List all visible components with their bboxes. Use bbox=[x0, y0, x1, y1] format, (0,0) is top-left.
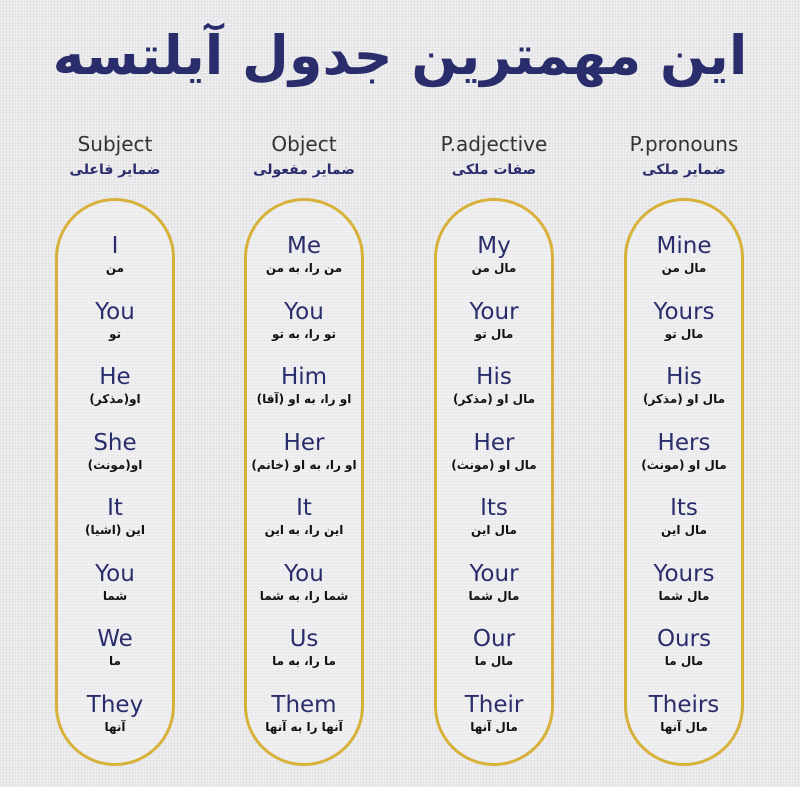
pronoun-entry bbox=[404, 560, 584, 604]
pronoun-english: Us bbox=[289, 626, 319, 652]
pronoun-entry bbox=[25, 494, 205, 538]
pronoun-persian: مال این bbox=[661, 523, 707, 537]
pronoun-persian: مال ما bbox=[474, 654, 514, 668]
pronoun-persian: او را، به او (آقا) bbox=[256, 392, 352, 406]
pronoun-entry bbox=[25, 560, 205, 604]
column-header-fa: صفات ملکی bbox=[451, 162, 537, 178]
pronoun-persian: تو را، به تو bbox=[272, 326, 336, 341]
pronoun-english: His bbox=[666, 364, 702, 390]
pronoun-persian: او(مذکر) bbox=[89, 392, 141, 406]
column-header-fa: ضمایر فاعلی bbox=[69, 162, 161, 178]
pronoun-persian: این را، به این bbox=[264, 523, 344, 537]
pronoun-persian: من را، به من bbox=[265, 261, 343, 275]
pronoun-persian: تو bbox=[108, 326, 122, 341]
pronoun-entry bbox=[214, 691, 394, 735]
padjective-column-frame bbox=[434, 198, 554, 766]
pronoun-entry bbox=[594, 232, 774, 276]
pronoun-persian: مال او (مونث) bbox=[451, 457, 537, 472]
pronoun-persian: مال او (مذکر) bbox=[642, 392, 726, 406]
pronoun-persian: ما را، به ما bbox=[272, 654, 336, 668]
pronoun-english: Ours bbox=[656, 626, 712, 652]
pronoun-english: His bbox=[476, 364, 512, 390]
pronoun-persian: ما bbox=[109, 654, 121, 668]
pronoun-entry bbox=[25, 232, 205, 276]
pronoun-entry bbox=[594, 298, 774, 342]
pronoun-english: Its bbox=[480, 495, 508, 521]
column-header-en: P.pronouns bbox=[629, 132, 739, 156]
pronoun-entry bbox=[214, 560, 394, 604]
pronoun-english: She bbox=[93, 429, 137, 456]
column-header-ppronouns bbox=[594, 130, 774, 182]
pronoun-english: Hers bbox=[657, 429, 711, 456]
pronoun-english: Her bbox=[473, 429, 515, 456]
column-header-subject bbox=[25, 130, 205, 182]
pronoun-entry bbox=[594, 363, 774, 407]
pronoun-persian: مال تو bbox=[474, 326, 514, 341]
object-column-frame bbox=[244, 198, 364, 766]
pronoun-entry bbox=[404, 691, 584, 735]
pronoun-entry bbox=[214, 625, 394, 669]
pronoun-entry bbox=[594, 560, 774, 604]
pronoun-persian: شما bbox=[102, 588, 128, 603]
pronoun-entry bbox=[214, 232, 394, 276]
pronoun-persian: مال شما bbox=[468, 588, 520, 603]
pronoun-english: Me bbox=[287, 233, 321, 259]
pronoun-persian: آنها bbox=[104, 719, 126, 734]
subject-column-frame bbox=[55, 198, 175, 766]
pronoun-entry bbox=[214, 429, 394, 473]
pronoun-persian: مال من bbox=[661, 261, 707, 275]
pronoun-english: Yours bbox=[653, 560, 715, 587]
pronoun-persian: مال او (مونث) bbox=[641, 457, 727, 472]
pronoun-english: You bbox=[284, 560, 324, 587]
pronoun-english: Yours bbox=[653, 298, 715, 325]
pronoun-entry bbox=[404, 298, 584, 342]
pronoun-english: Them bbox=[271, 691, 337, 718]
pronoun-entry bbox=[404, 232, 584, 276]
pronoun-english: Your bbox=[469, 298, 519, 325]
pronoun-persian: مال او (مذکر) bbox=[452, 392, 536, 406]
pronoun-persian: آنها را به آنها bbox=[265, 719, 343, 734]
column-header-padjective bbox=[404, 130, 584, 182]
pronoun-entry bbox=[404, 494, 584, 538]
pronoun-persian: مال آنها bbox=[470, 719, 518, 734]
page-title: این مهمترین جدول آیلتسه bbox=[52, 24, 748, 87]
pronoun-persian: مال من bbox=[471, 261, 517, 275]
column-header-fa: ضمایر مفعولی bbox=[253, 162, 355, 178]
pronoun-english: He bbox=[99, 364, 131, 390]
pronoun-entry bbox=[25, 691, 205, 735]
pronoun-persian: او(مونث) bbox=[87, 457, 143, 472]
pronoun-entry bbox=[25, 429, 205, 473]
column-header-object bbox=[214, 130, 394, 182]
pronoun-entry bbox=[404, 363, 584, 407]
pronoun-english: It bbox=[296, 495, 312, 521]
column-header-en: P.adjective bbox=[440, 132, 548, 156]
column-header-en: Object bbox=[271, 132, 337, 156]
pronoun-english: You bbox=[284, 298, 324, 325]
pronoun-english: Your bbox=[469, 560, 519, 587]
ppronouns-column-frame bbox=[624, 198, 744, 766]
pronoun-entry bbox=[214, 494, 394, 538]
pronoun-english: Their bbox=[464, 691, 524, 718]
pronoun-english: Him bbox=[280, 364, 328, 390]
pronoun-english: It bbox=[107, 495, 123, 521]
pronoun-english: They bbox=[86, 691, 144, 718]
pronoun-english: Mine bbox=[656, 233, 712, 259]
pronoun-english: You bbox=[95, 298, 135, 325]
pronoun-entry bbox=[594, 625, 774, 669]
pronoun-english: I bbox=[111, 233, 119, 259]
pronoun-entry bbox=[404, 625, 584, 669]
column-header-fa: ضمایر ملکی bbox=[642, 162, 726, 178]
pronoun-english: Its bbox=[670, 495, 698, 521]
pronoun-english: My bbox=[477, 233, 511, 259]
pronoun-persian: او را، به او (خانم) bbox=[251, 457, 357, 472]
pronoun-english: Our bbox=[472, 626, 516, 652]
pronoun-persian: مال تو bbox=[664, 326, 704, 341]
pronoun-persian: مال این bbox=[471, 523, 517, 537]
pronoun-persian: این (اشیا) bbox=[85, 523, 145, 537]
pronoun-entry bbox=[404, 429, 584, 473]
pronoun-persian: مال شما bbox=[658, 588, 710, 603]
pronoun-entry bbox=[594, 494, 774, 538]
pronoun-persian: مال آنها bbox=[660, 719, 708, 734]
pronoun-english: Her bbox=[283, 429, 325, 456]
pronoun-entry bbox=[594, 429, 774, 473]
pronoun-persian: شما را، به شما bbox=[259, 588, 349, 603]
pronoun-english: You bbox=[95, 560, 135, 587]
pronoun-persian: من bbox=[105, 261, 125, 275]
pronoun-persian: مال ما bbox=[664, 654, 704, 668]
pronoun-entry bbox=[25, 363, 205, 407]
pronoun-entry bbox=[594, 691, 774, 735]
column-header-en: Subject bbox=[77, 132, 153, 156]
pronoun-english: We bbox=[97, 626, 133, 652]
pronoun-entry bbox=[25, 298, 205, 342]
pronoun-entry bbox=[214, 298, 394, 342]
pronoun-english: Theirs bbox=[648, 691, 720, 718]
pronoun-entry bbox=[214, 363, 394, 407]
pronoun-entry bbox=[25, 625, 205, 669]
